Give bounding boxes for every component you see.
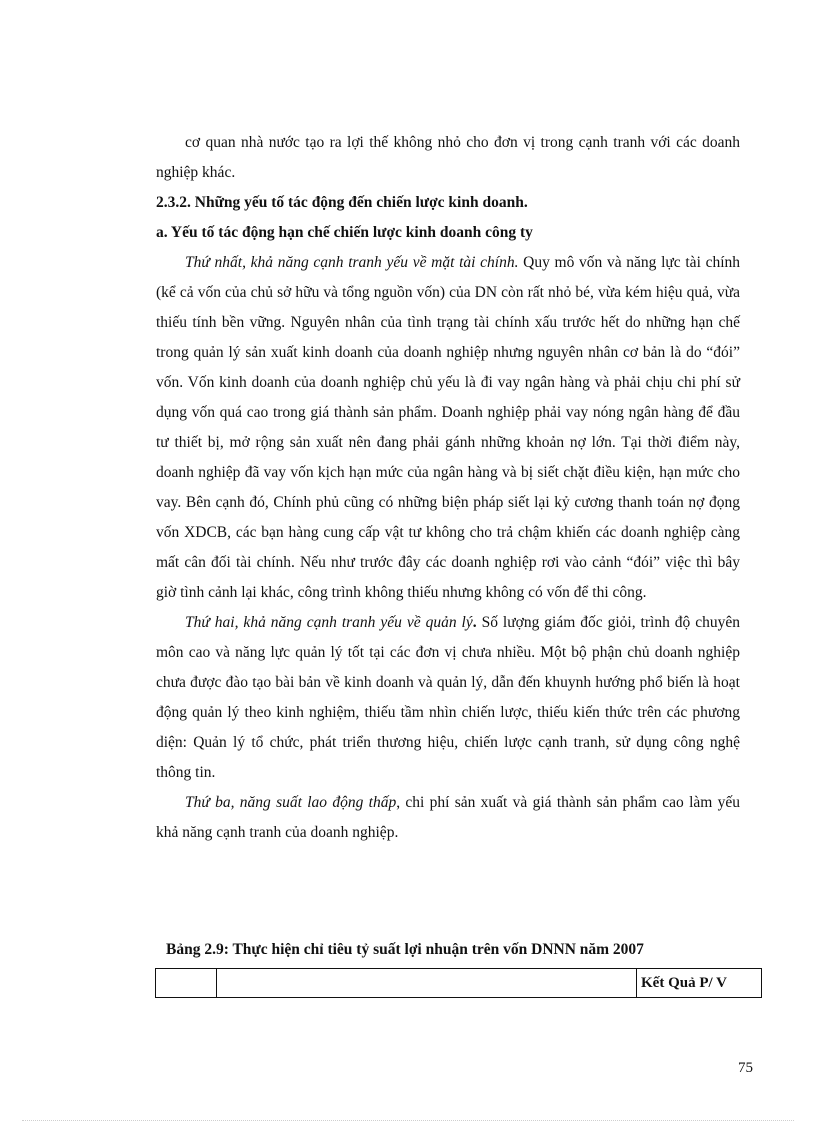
table-caption: Bảng 2.9: Thực hiện chỉ tiêu tỷ suất lợi nhuận trên vốn DNNN năm 2007	[166, 941, 644, 958]
paragraph-finance-body: Quy mô vốn và năng lực tài chính (kể cả vốn của chủ sở hữu và tổng nguồn vốn) của DN còn rất nhỏ bé, vừa kém hiệu quả, vừa thiếu tính bền vững. Nguyên nhân của tình trạng tài chính xấu trước hết do những hạn chế trong quản lý sản xuất kinh doanh của doanh nghiệp nhưng nguyên nhân cơ bản là do “đói” vốn. Vốn kinh doanh của doanh nghiệp chủ yếu là đi vay ngân hàng và phải chịu chi phí sử dụng vốn quá cao trong giá thành sản phẩm. Doanh nghiệp phải vay nóng ngân hàng để đầu tư thiết bị, mở rộng sản xuất nên đang phải gánh những khoản nợ lớn. Tại thời điểm này, doanh nghiệp đã vay vốn kịch hạn mức của ngân hàng và bị siết chặt điều kiện, hạn mức cho vay. Bên cạnh đó, Chính phủ cũng có những biện pháp siết lại kỷ cương thanh toán nợ đọng vốn XDCB, các bạn hàng cung cấp vật tư không cho trả chậm khiến các doanh nghiệp càng mất cân đối tài chính. Nếu như trước đây các doanh nghiệp rơi vào cảnh “đói” việc thì bây giờ tình cảnh lại khác, công trình không thiếu nhưng không có vốn để thi công.	[156, 254, 740, 601]
data-table	[155, 968, 762, 998]
page-bottom-divider	[22, 1120, 794, 1121]
body-text	[156, 128, 740, 848]
paragraph-continuation: cơ quan nhà nước tạo ra lợi thế không nhỏ cho đơn vị trong cạnh tranh với các doanh nghiệp khác.	[156, 134, 740, 181]
table-cell-result-header: Kết Quả P/ V	[637, 969, 762, 998]
paragraph-finance-lead: Thứ nhất, khả năng cạnh tranh yếu về mặt tài chính.	[185, 254, 519, 271]
paragraph-management-body: Số lượng giám đốc giỏi, trình độ chuyên môn cao và năng lực quản lý tốt tại các đơn vị chưa nhiều. Một bộ phận chủ doanh nghiệp chưa được đào tạo bài bản về kinh doanh và quản lý, dẫn đến khuynh hướng phổ biến là hoạt động quản lý theo kinh nghiệm, thiếu tầm nhìn chiến lược, thiếu kiến thức trên các phương diện: Quản lý tổ chức, phát triển thương hiệu, chiến lược cạnh tranh, sử dụng công nghệ thông tin.	[156, 614, 741, 781]
paragraph-productivity-lead: Thứ ba, năng suất lao động thấp	[185, 794, 397, 811]
paragraph-management-dot: .	[472, 614, 477, 631]
paragraph-management	[156, 608, 740, 788]
table-cell	[217, 969, 637, 998]
table-cell	[156, 969, 217, 998]
page-number: 75	[738, 1060, 753, 1076]
paragraph-productivity-body: , chi phí sản xuất và giá thành sản phẩm cao làm yếu khả năng cạnh tranh của doanh nghiệp.	[156, 794, 740, 841]
table-row	[156, 969, 762, 998]
paragraph-management-lead: Thứ hai, khả năng cạnh tranh yếu về quản lý	[185, 614, 473, 631]
paragraph-productivity	[156, 788, 740, 848]
subsection-heading: a. Yếu tố tác động hạn chế chiến lược kinh doanh công ty	[156, 224, 533, 241]
paragraph-finance	[156, 248, 740, 608]
section-heading: 2.3.2. Những yếu tố tác động đến chiến lược kinh doanh.	[156, 194, 528, 211]
